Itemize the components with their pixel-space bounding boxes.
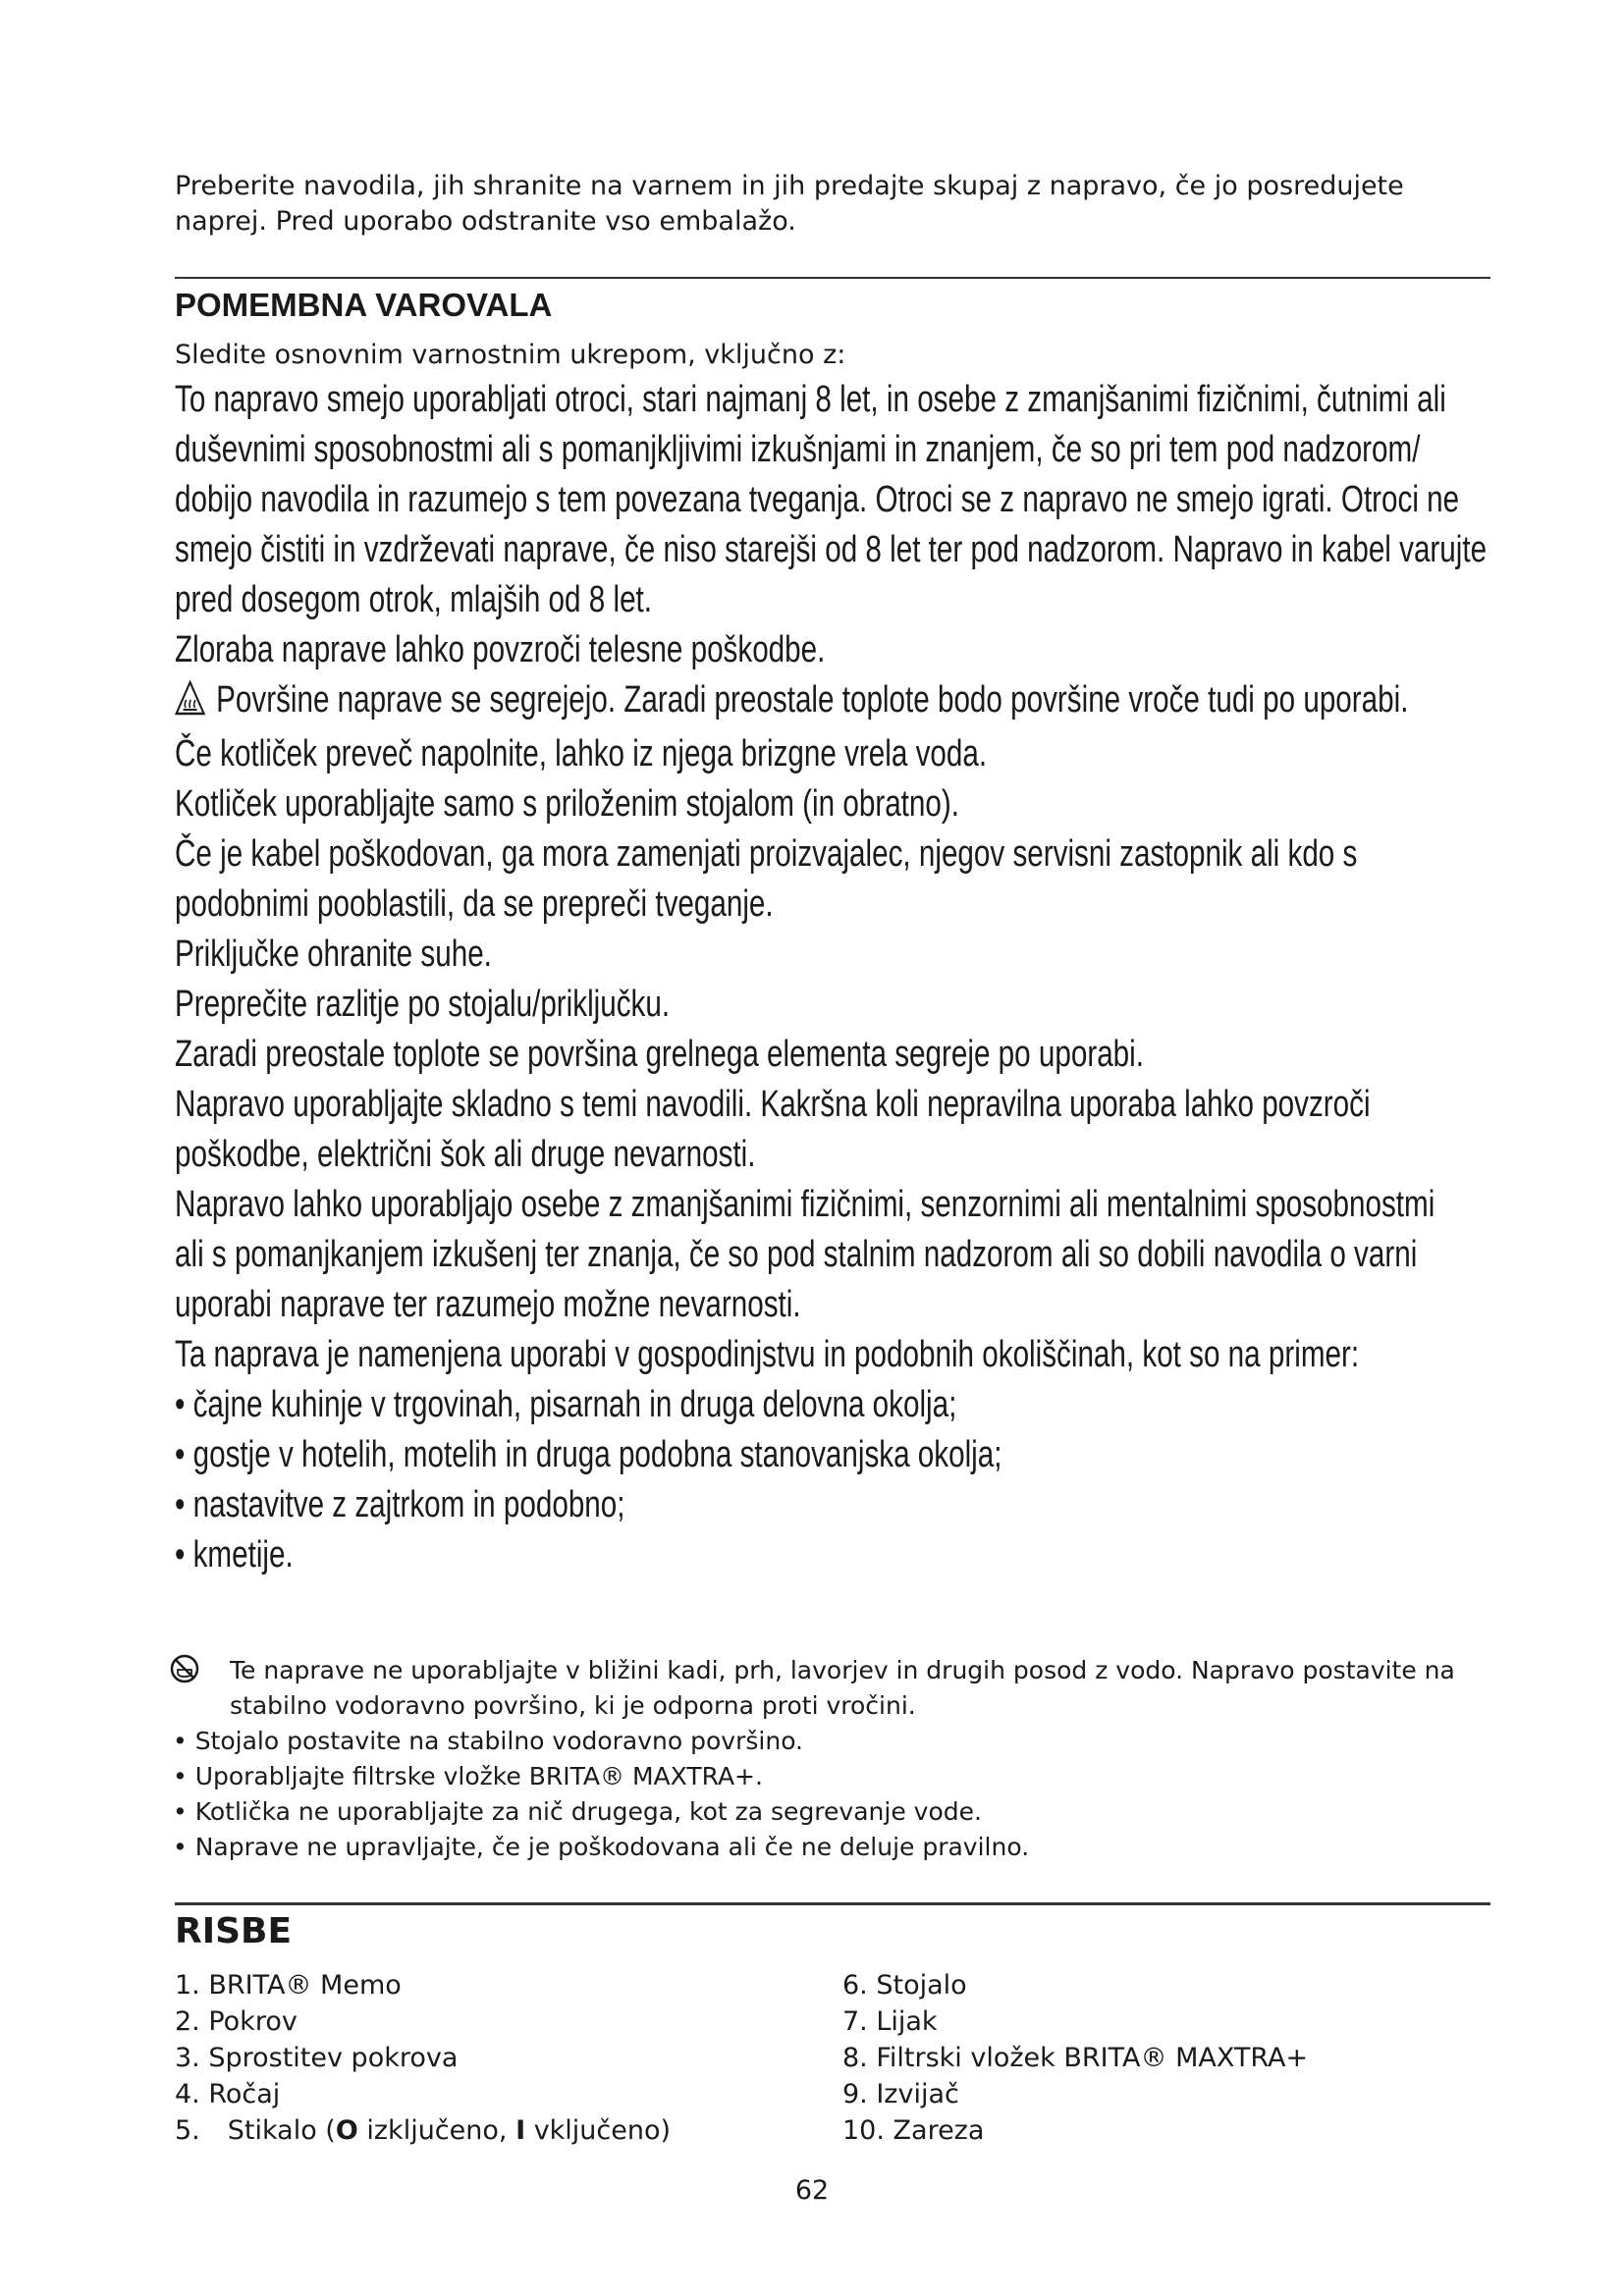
safety-line: Napravo lahko uporabljajo osebe z zmanjšanimi fizičnimi, senzornimi ali mentalnimi sposobnostmi: [175, 1184, 1435, 1225]
section-divider: [175, 277, 1490, 279]
safety-bullet: • gostje v hotelih, motelih in druga podobna stanovanjska okolja;: [175, 1434, 1002, 1475]
figures-list-right: [842, 1967, 1308, 2149]
small-bullet: • Naprave ne upravljajte, če je poškodovana ali če ne deluje pravilno.: [173, 1833, 1030, 1861]
safety-bullet: • čajne kuhinje v trgovinah, pisarnah in druga delovna okolja;: [175, 1384, 957, 1425]
figure-item: 9. Izvijač: [842, 2079, 959, 2109]
figure-item: 2. Pokrov: [175, 2006, 298, 2037]
switch-label-mid: izključeno,: [357, 2115, 516, 2146]
safety-line: podobnimi pooblastili, da se prepreči tveganje.: [175, 883, 774, 925]
switch-label-post: vključeno): [525, 2115, 672, 2146]
no-water-text-a: Te naprave ne uporabljajte v bližini kadi, prh, lavorjev in drugih posod z vodo. Napravo postavite na: [230, 1656, 1455, 1684]
figure-item: 4. Ročaj: [175, 2079, 281, 2109]
safety-line: Napravo uporabljajte skladno s temi navodili. Kakršna koli nepravilna uporaba lahko povzroči: [175, 1084, 1371, 1125]
switch-off-symbol: O: [335, 2115, 358, 2146]
hot-surface-text: Površine naprave se segrejejo. Zaradi preostale toplote bodo površine vroče tudi po uporabi.: [216, 679, 1409, 721]
small-bullet: • Uporabljajte filtrske vložke BRITA® MAXTRA+.: [173, 1762, 763, 1790]
safety-bullet: • nastavitve z zajtrkom in podobno;: [175, 1484, 625, 1525]
no-water-text-b: stabilno vodoravno površino, ki je odporna proti vročini.: [230, 1691, 916, 1720]
switch-label-pre: Stikalo (: [227, 2115, 336, 2146]
safety-line: Če kotliček preveč napolnite, lahko iz njega brizgne vrela voda.: [175, 733, 988, 774]
safety-line: smejo čistiti in vzdrževati naprave, če niso starejši od 8 let ter pod nadzorom. Napravo in kabel varujte: [175, 529, 1488, 570]
figure-item-number: 5.: [175, 2115, 200, 2146]
figure-item: 1. BRITA® Memo: [175, 1970, 402, 2001]
figure-item: 3. Sprostitev pokrova: [175, 2043, 459, 2073]
safety-line: Ta naprava je namenjena uporabi v gospodinjstvu in podobnih okoliščinah, kot so na primer:: [175, 1334, 1360, 1375]
safety-line: Zaradi preostale toplote se površina grelnega elementa segreje po uporabi.: [175, 1034, 1144, 1075]
hot-surface-warning-icon: [175, 679, 208, 729]
small-bullet: • Kotlička ne uporabljajte za nič drugega, kot za segrevanje vode.: [173, 1797, 982, 1826]
no-bath-prohibited-icon: [169, 1653, 200, 1684]
safety-line-hot-surface: [175, 675, 1409, 729]
figure-item: 8. Filtrski vložek BRITA® MAXTRA+: [842, 2043, 1309, 2073]
safety-line: To napravo smejo uporabljati otroci, stari najmanj 8 let, in osebe z zmanjšanimi fizičnimi, čutnimi ali: [175, 379, 1446, 420]
figures-list-left: [175, 1967, 671, 2149]
small-bullet: • Stojalo postavite na stabilno vodoravno površino.: [173, 1727, 803, 1755]
safety-subheading: Sledite osnovnim varnostnim ukrepom, vključno z:: [175, 340, 846, 370]
no-water-line: [169, 1653, 1504, 1688]
figure-item-switch: [175, 2112, 671, 2149]
switch-on-symbol: I: [515, 2115, 526, 2146]
safety-line: uporabi naprave ter razumejo možne nevarnosti.: [175, 1284, 801, 1325]
safety-line: dobijo navodila in razumejo s tem povezana tveganja. Otroci se z napravo ne smejo igrati. Otroci ne: [175, 479, 1460, 520]
safety-line: duševnimi sposobnostmi ali s pomanjkljivimi izkušnjami in znanjem, če so pri tem pod nadzorom/: [175, 429, 1421, 470]
safety-line: Preprečite razlitje po stojalu/priključku.: [175, 984, 671, 1025]
safety-line: poškodbe, električni šok ali druge nevarnosti.: [175, 1134, 756, 1175]
safety-line: Če je kabel poškodovan, ga mora zamenjati proizvajalec, njegov servisni zastopnik ali kdo s: [175, 833, 1358, 875]
safety-bullet: • kmetije.: [175, 1534, 294, 1575]
figure-item: 6. Stojalo: [842, 1970, 967, 2001]
safety-line: pred dosegom otrok, mlajših od 8 let.: [175, 579, 653, 620]
page-number: 62: [794, 2175, 830, 2206]
safety-line: Priključke ohranite suhe.: [175, 934, 492, 975]
section-divider: [175, 1902, 1490, 1905]
safety-line: Zloraba naprave lahko povzroči telesne poškodbe.: [175, 629, 826, 670]
figure-item: 7. Lijak: [842, 2006, 938, 2037]
figures-heading: RISBE: [175, 1911, 293, 1951]
intro-text: Preberite navodila, jih shranite na varnem in jih predajte skupaj z napravo, če jo posredujete naprej. Pred uporabo odstranite vso embalažo.: [175, 171, 1404, 237]
small-safety-text: [169, 1653, 1504, 1865]
figure-item: 10. Zareza: [842, 2115, 985, 2146]
safety-heading: POMEMBNA VAROVALA: [175, 287, 553, 323]
safety-line: Kotliček uporabljajte samo s priloženim stojalom (in obratno).: [175, 783, 960, 825]
safety-line: ali s pomanjkanjem izkušenj ter znanja, če so pod stalnim nadzorom ali so dobili navodila o varni: [175, 1234, 1418, 1275]
safety-text: [175, 375, 1488, 1580]
